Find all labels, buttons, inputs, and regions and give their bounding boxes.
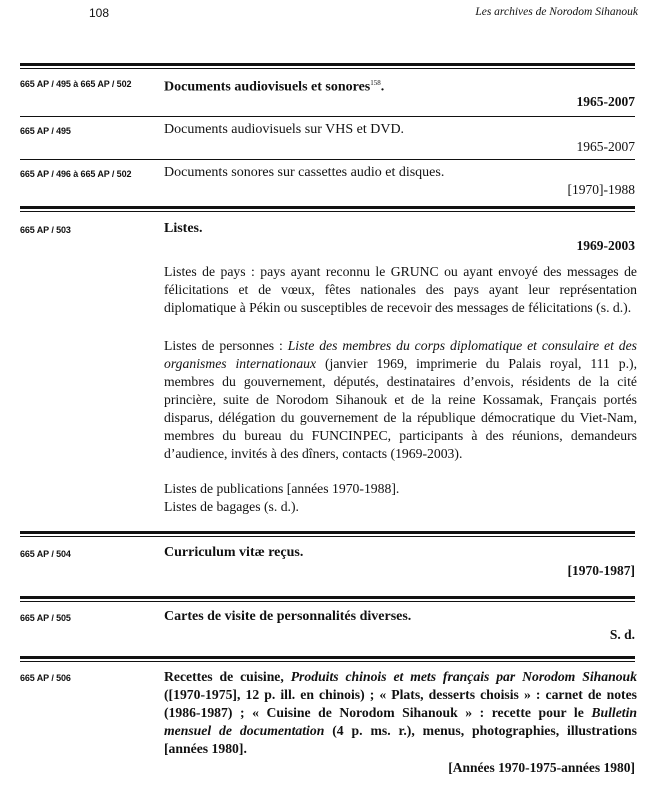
list-paragraph-publications: Listes de publications [années 1970-1988].	[164, 481, 400, 496]
entry-title: Listes.	[164, 221, 203, 236]
archive-ref: 665 AP / 503	[20, 225, 71, 235]
list-paragraph-luggage: Listes de bagages (s. d.).	[164, 499, 299, 514]
entry-title: Documents sonores sur cassettes audio et disques.	[164, 165, 445, 180]
entry-date: 1965-2007	[576, 139, 635, 154]
archive-ref: 665 AP / 496 à 665 AP / 502	[20, 169, 132, 179]
entry-date: [1970]-1988	[567, 182, 635, 197]
recipe-description: Recettes de cuisine, Produits chinois et mets français par Norodom Sihanouk ([1970-1975], 12 p. ill. en chinois) ; « Plats, desserts choisis » : carnet de notes (1986-1987) ; « Cuisine de Norodom Sihanouk » : recette pour le Bulletin mensuel de documentation (4 p. ms. r.), menus, photographies, illustrations [années 1980].	[164, 669, 637, 756]
entry-rule	[20, 116, 635, 117]
section-rule-thick	[20, 206, 635, 209]
section-rule-thick	[20, 63, 635, 66]
section-rule-thin	[20, 211, 635, 212]
archive-ref: 665 AP / 495 à 665 AP / 502	[20, 79, 132, 89]
entry-rule	[20, 159, 635, 160]
entry-title: Documents audiovisuels sur VHS et DVD.	[164, 122, 405, 137]
entry-date: [Années 1970-1975-années 1980]	[448, 760, 635, 775]
archive-ref: 665 AP / 505	[20, 613, 71, 623]
entry-date: [1970-1987]	[567, 563, 635, 578]
entry-title: Cartes de visite de personnalités diverses.	[164, 609, 412, 624]
page-number: 108	[89, 6, 110, 20]
entry-date: S. d.	[609, 627, 635, 642]
footnote-marker: 158	[370, 79, 381, 87]
section-rule-thick	[20, 656, 635, 659]
section-rule-thin	[20, 601, 635, 602]
list-paragraph-countries: Listes de pays : pays ayant reconnu le GRUNC ou ayant envoyé des messages de félicitations et de vœux, fêtes nationales des pays ayant leur représentation diplomatique à Pékin ou susceptibles de recevoir des messages de félicitations (s. d.).	[164, 264, 637, 315]
archive-ref: 665 AP / 495	[20, 126, 71, 136]
list-paragraph-persons: Listes de personnes : Liste des membres du corps diplomatique et consulaire et des organismes internationaux (janvier 1969, imprimerie du Palais royal, 111 p.), membres du gouvernement, députés, destinataires d’envois, résidents de la cité princière, suite de Norodom Sihanouk et de la reine Kossamak, Français portés disparus, délégation du gouvernement de la république démocratique du Viet-Nam, membres du bureau du FUNCINPEC, participants à des réunions, demandeurs d’audience, invités à des dîners, contacts (1969-2003).	[164, 338, 638, 461]
section-rule-thick	[20, 531, 635, 534]
archive-ref: 665 AP / 506	[20, 673, 71, 683]
entry-title: Curriculum vitæ reçus.	[164, 545, 304, 560]
running-title: Les archives de Norodom Sihanouk	[475, 6, 638, 18]
section-rule-thin	[20, 536, 635, 537]
section-rule-thin	[20, 661, 635, 662]
section-rule-thin	[20, 68, 635, 69]
entry-date: 1965-2007	[576, 94, 635, 109]
entry-title: Documents audiovisuels et sonores$^{158}$.	[164, 79, 385, 95]
entry-date: 1969-2003	[576, 238, 635, 253]
archive-ref: 665 AP / 504	[20, 549, 71, 559]
section-rule-thick	[20, 596, 635, 599]
